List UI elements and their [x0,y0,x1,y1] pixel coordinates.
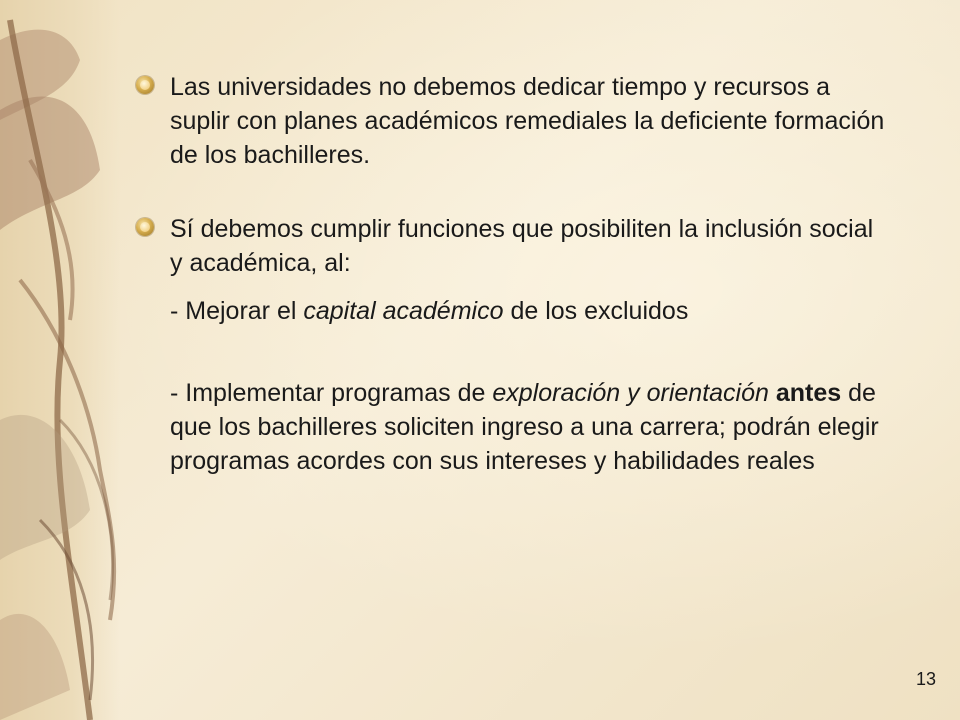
sub-2-emphasis: exploración y orientación [492,379,769,407]
sub-2-suffix: de que los bachilleres soliciten ingreso a una carrera; podrán elegir programas acordes con sus intereses y habilidades reales [170,379,879,475]
page-number: 13 [915,669,936,689]
bullet-point-2 [130,212,890,280]
bullet-1-text: Las universidades no debemos dedicar tiempo y recursos a suplir con planes académicos remediales la deficiente formación de los bachilleres. [170,73,885,169]
slide-content [130,70,890,478]
sub-2-prefix: - Implementar programas de [170,379,493,407]
bullet-icon [136,218,154,236]
sub-1-suffix: de los excluidos [503,297,689,325]
sub-1-emphasis: capital académico [303,297,504,325]
bullet-2-text: Sí debemos cumplir funciones que posibiliten la inclusión social y académica, al: [170,215,874,277]
sub-1-prefix: - Mejorar el [170,297,304,325]
sub-2-middle [769,379,776,407]
sub-2-strong: antes [775,379,842,407]
leaf-illustration-icon [0,0,150,720]
bullet-point-1 [130,70,890,172]
sub-point-1 [130,294,890,328]
bullet-icon [136,76,154,94]
sub-point-2 [130,376,890,478]
